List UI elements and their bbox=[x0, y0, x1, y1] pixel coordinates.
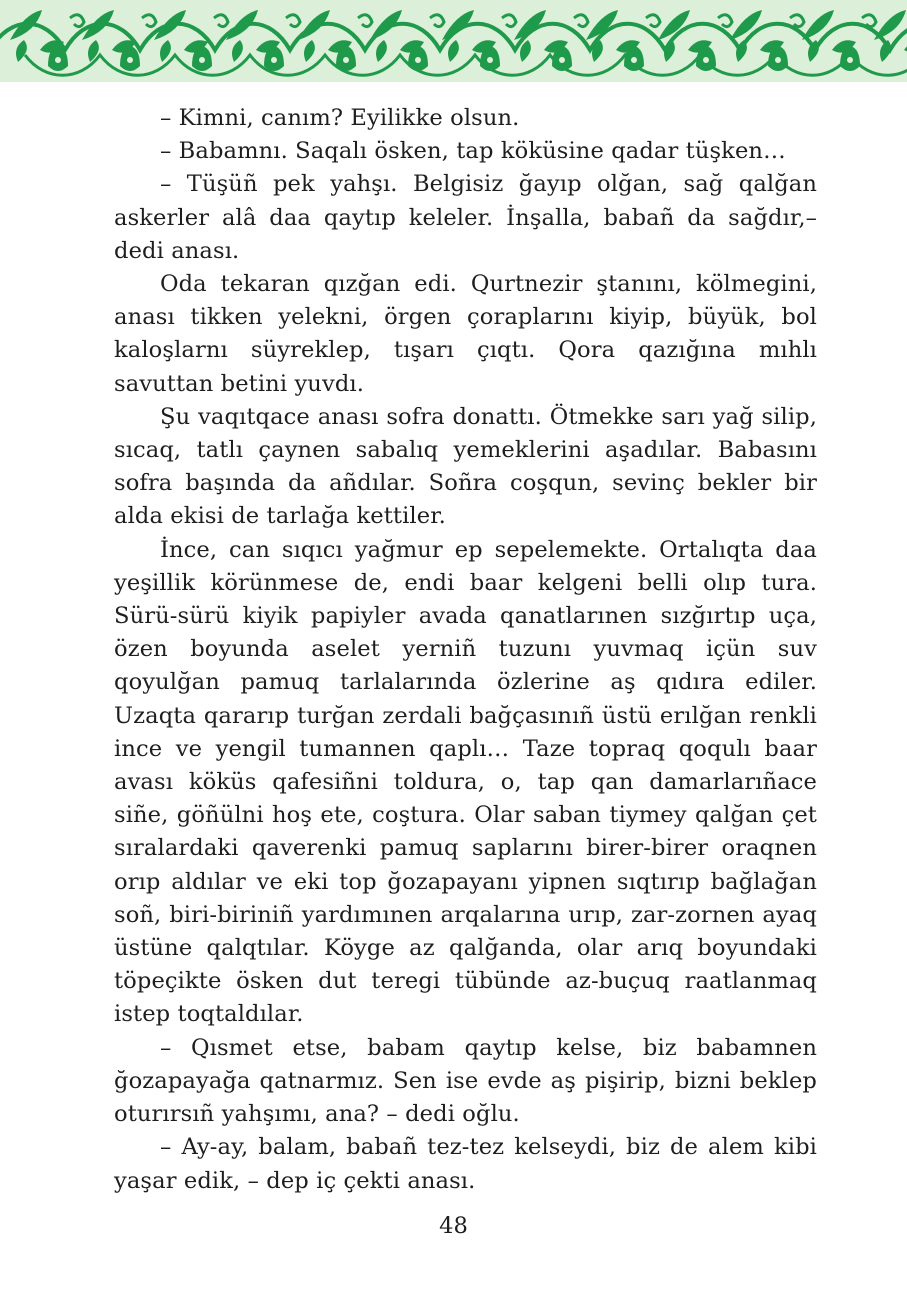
ornament-flower-center bbox=[775, 57, 781, 63]
ornament-flower-center bbox=[631, 57, 637, 63]
paragraph-dialogue-2: – Babamnı. Saqalı ösken, tap köküsine qadar tüşken… bbox=[160, 138, 786, 165]
ornament-curl bbox=[430, 15, 444, 27]
ornament-leaf bbox=[304, 40, 315, 62]
ornament-leaf bbox=[730, 10, 762, 40]
ornament-curl bbox=[574, 15, 588, 27]
ornament-flower-center bbox=[271, 57, 277, 63]
ornament-curl bbox=[286, 15, 300, 27]
ornament-flower-center bbox=[703, 57, 709, 63]
paragraph-narrative-2: Şu vaqıtqace anası sofra donattı. Ötmekke sarı yağ silip, sıcaq, tatlı çaynen sabalıq yemeklerini aşadılar. Babasını sofra başında da añdılar. Soñra coşqun, sevinç bekler bir alda ekisi de tarlağa kettiler. bbox=[114, 403, 817, 530]
paragraph-narrative-3: İnce, can sıqıcı yağmur ep sepelemekte. Ortalıqta daa yeşillik körünmese de, endi baar kelgeni belli olıp tura. Sürü-sürü kiyik papiyler avada qanatlarınen sızğırtıp uça, özen boyunda aselet yerniñ tuzunı yuvmaq içün suv qoyulğan pamuq tarlalarında özlerine aş qıdıra ediler. Uzaqta qararıp turğan zerdali bağçasınıñ üstü erılğan renkli ince ve yengil tumannen qaplı… Taze topraq qoqulı baar avası köküs qafesiñni toldura, o, tap qan damarlarıñace siñe, göñülni hoş ete, coştura. Olar saban tiymey qalğan çet sıralardaki qaverenki pamuq saplarını birer-birer oraqnen orıp aldılar ve eki top ğozapayanı yipnen sıqtırıp bağlağan soñ, biri-biriniñ yardımınen arqalarına urıp, zar-zornen ayaq üstüne qalqtılar. Köyge az qalğanda, olar arıq boyundaki töpeçikte ösken dut teregi tübünde az-buçuq raatlanmaq istep toqtaldılar. bbox=[114, 536, 817, 1028]
ornament-flower-center bbox=[559, 57, 565, 63]
ornament-flower-center bbox=[415, 57, 421, 63]
floral-vine-ornament-icon bbox=[0, 0, 907, 82]
ornament-flower-center bbox=[343, 57, 349, 63]
paragraph-narrative-1: Oda tekaran qızğan edi. Qurtnezir ştanını, kölmegini, anası tikken yelekni, örgen çoraplarını kiyip, büyük, bol kaloşlarnı süyreklep, tışarı çıqtı. Qora qazığına mıhlı savuttan betini yuvdı. bbox=[114, 271, 817, 397]
body-text bbox=[114, 102, 817, 1198]
ornament-curl bbox=[718, 15, 732, 27]
paragraph-dialogue-4: – Qısmet etse, babam qaytıp kelse, biz babamnen ğozapayağa qatnarmız. Sen ise evde aş pişirip, bizni beklep oturırsıñ yahşımı, ana? – dedi oğlu. bbox=[114, 1034, 817, 1128]
ornament-curl bbox=[70, 15, 84, 27]
ornament-curl bbox=[790, 15, 804, 27]
ornament-leaf bbox=[880, 40, 891, 62]
ornament-leaf bbox=[160, 40, 171, 62]
ornament-leaf bbox=[232, 40, 243, 62]
header-ornament-banner bbox=[0, 0, 907, 82]
ornament-curl bbox=[358, 15, 372, 27]
ornament-flower-center bbox=[847, 57, 853, 63]
ornament-curl bbox=[142, 15, 156, 27]
page-number: 48 bbox=[439, 1213, 468, 1239]
ornament-curl bbox=[502, 15, 516, 27]
ornament-leaf bbox=[802, 10, 834, 40]
paragraph-dialogue-3: – Tüşüñ pek yahşı. Belgisiz ğayıp olğan, sağ qalğan askerler alâ daa qaytıp keleler. İnşalla, babañ da sağdır,– dedi anası. bbox=[114, 171, 817, 264]
ornament-leaf bbox=[376, 40, 387, 62]
ornament-flower-center bbox=[487, 57, 493, 63]
paragraph-dialogue-1: – Kimni, canım? Eyilikke olsun. bbox=[160, 105, 520, 131]
ornament-curl bbox=[646, 15, 660, 27]
ornament-curl bbox=[214, 15, 228, 27]
ornament-leaf bbox=[16, 40, 27, 62]
ornament-leaf bbox=[448, 40, 459, 62]
ornament-flower-center bbox=[199, 57, 205, 63]
paragraph-dialogue-5: – Ay-ay, balam, babañ tez-tez kelseydi, biz de alem kibi yaşar edik, – dep iç çekti anası. bbox=[114, 1134, 817, 1194]
ornament-flower-center bbox=[55, 57, 61, 63]
ornament-flower-center bbox=[127, 57, 133, 63]
ornament-leaf bbox=[664, 40, 675, 62]
